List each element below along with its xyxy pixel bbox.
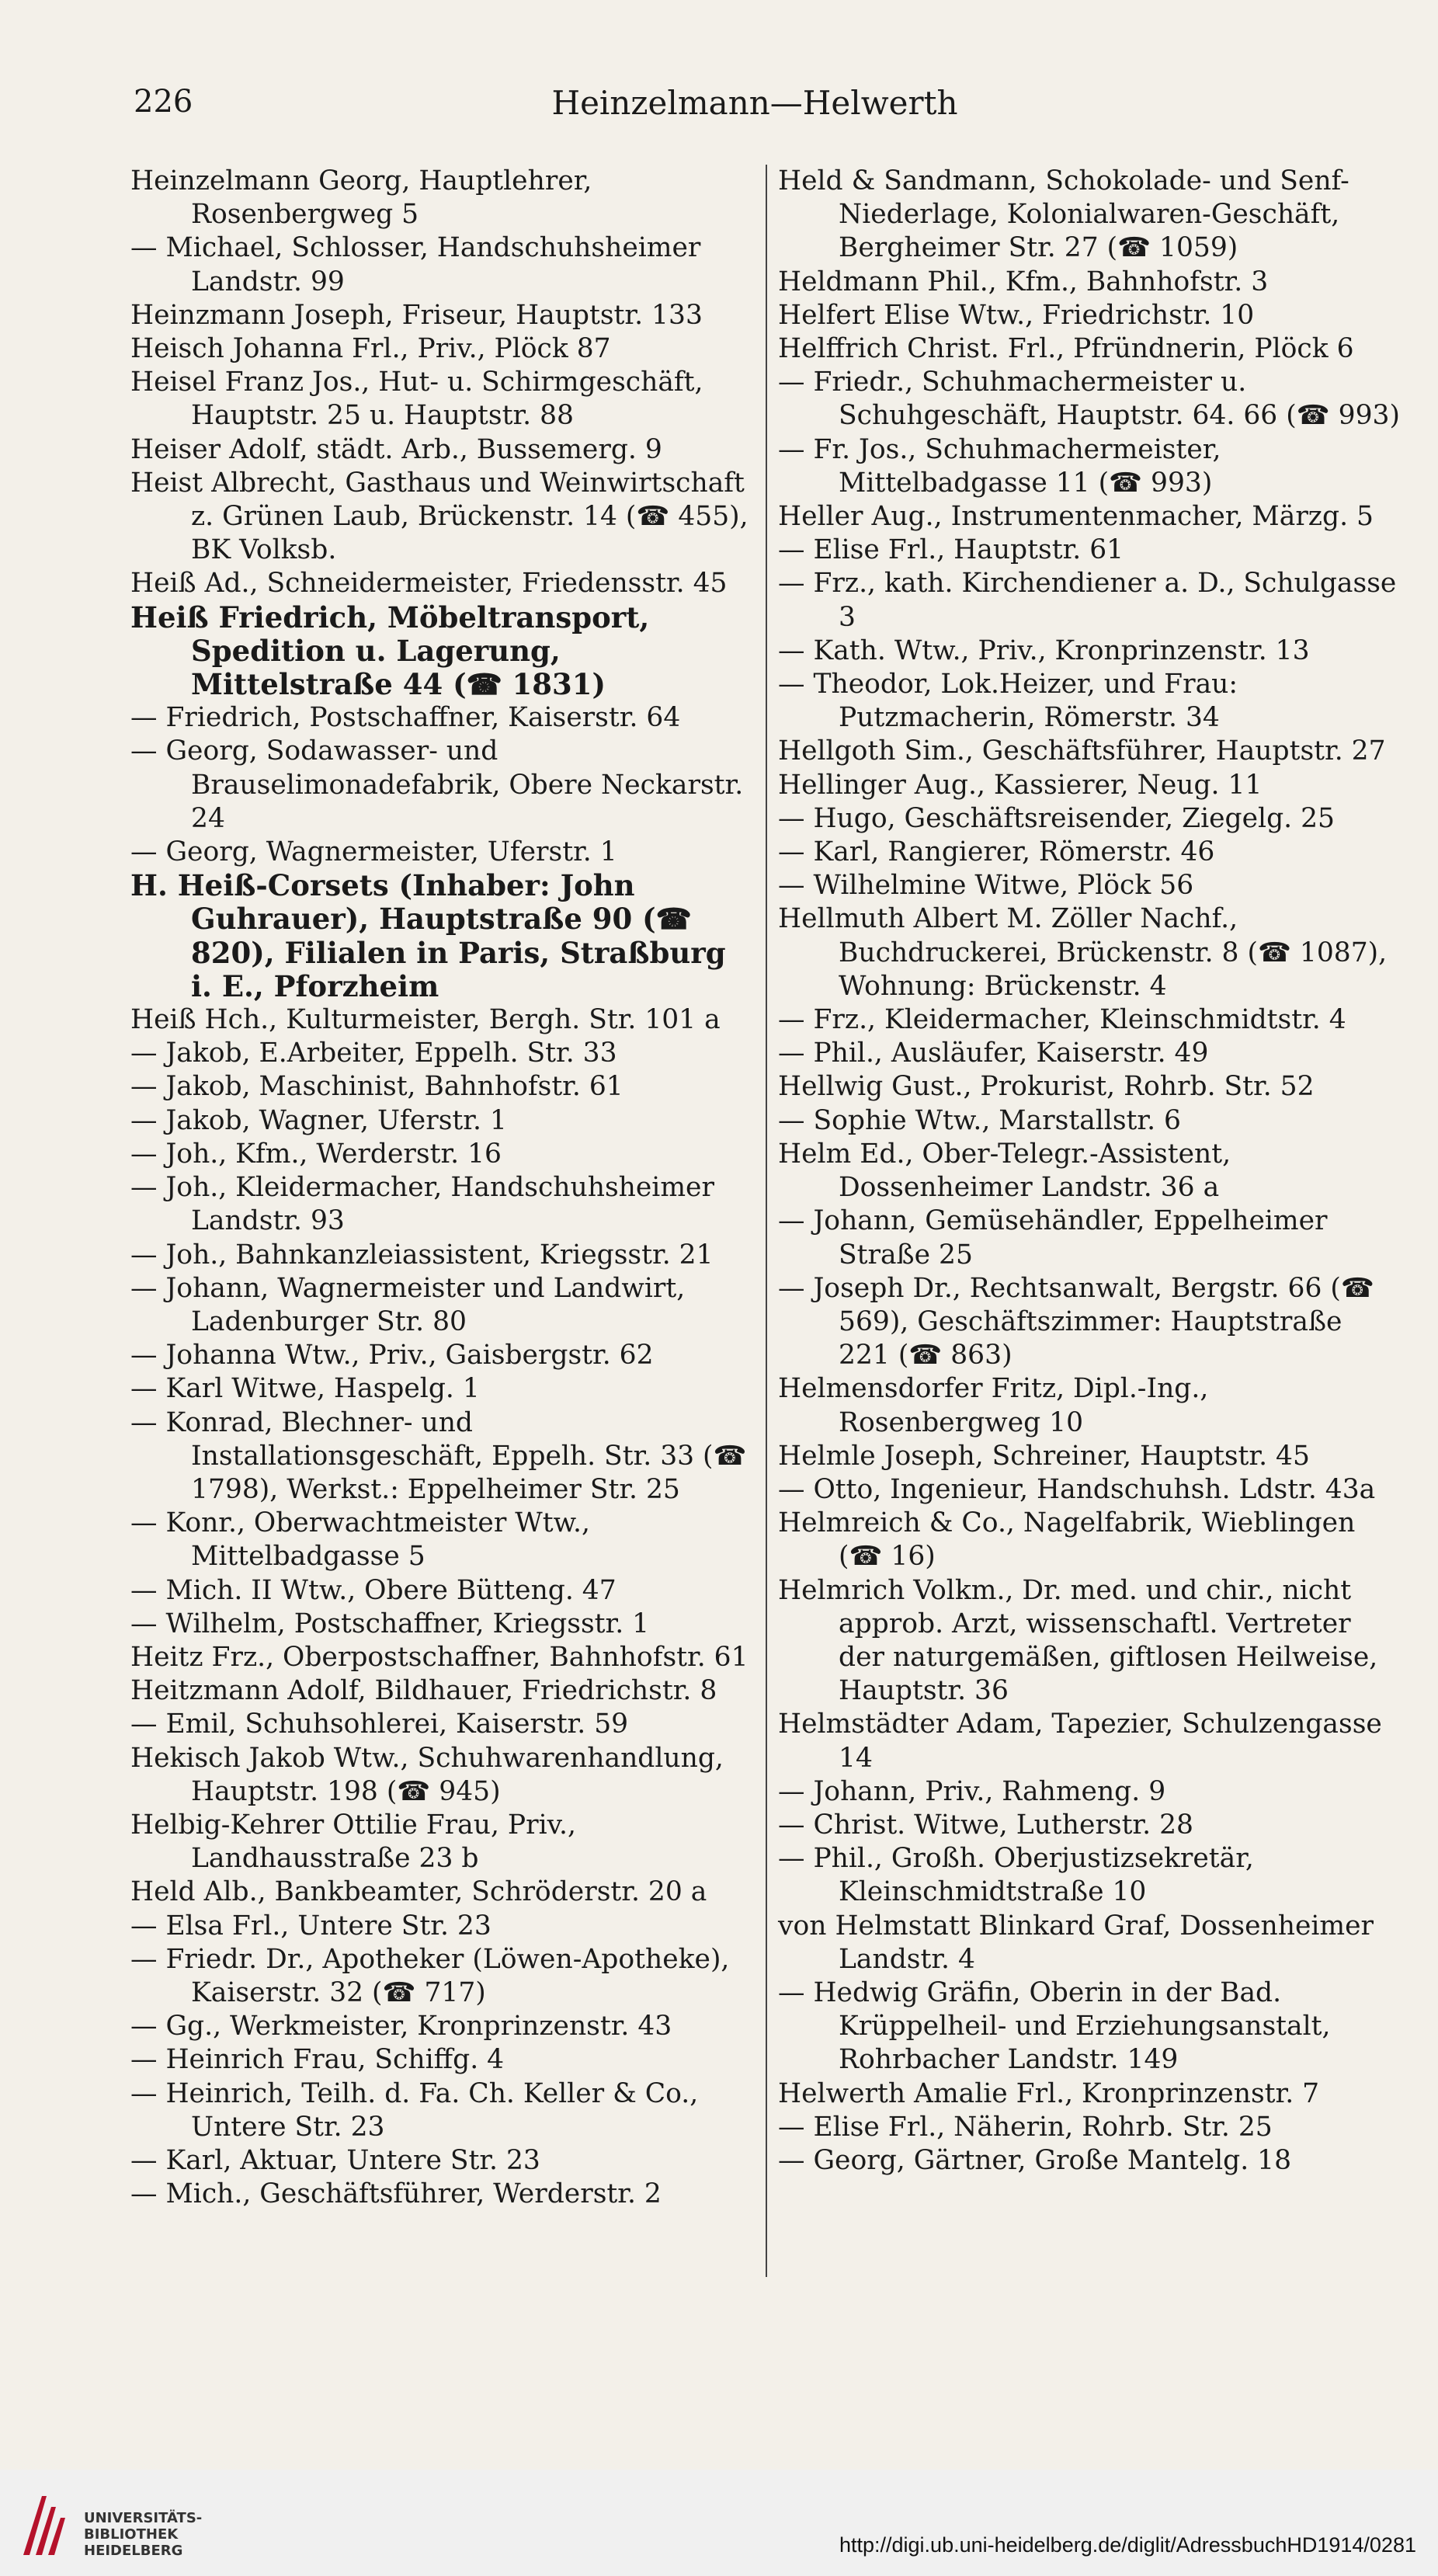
directory-entry: — Elsa Frl., Untere Str. 23: [130, 1910, 491, 1942]
directory-entry: — Michael, Schlosser, Handschuhsheimer Landstr. 99: [130, 232, 701, 297]
directory-entry: Hellwig Gust., Prokurist, Rohrb. Str. 52: [778, 1071, 1315, 1103]
directory-entry: Heiß Friedrich, Möbeltransport, Spedition u. Lagerung, Mittelstraße 44 (☎ 1831): [130, 600, 650, 702]
source-url-link[interactable]: http://digi.ub.uni-heidelberg.de/diglit/AdressbuchHD1914/0281: [839, 2533, 1416, 2557]
library-name: [84, 2510, 202, 2559]
directory-entry: — Frz., Kleidermacher, Kleinschmidtstr. 4: [778, 1004, 1346, 1036]
directory-entry: Heiß Hch., Kulturmeister, Bergh. Str. 101 a: [130, 1004, 721, 1036]
directory-entry: Helffrich Christ. Frl., Pfründnerin, Plöck 6: [778, 333, 1354, 365]
directory-entry: — Joh., Kfm., Werderstr. 16: [130, 1138, 502, 1170]
directory-entry: Heinzmann Joseph, Friseur, Hauptstr. 133: [130, 299, 703, 331]
directory-entry: — Konr., Oberwachtmeister Wtw., Mittelbadgasse 5: [130, 1507, 590, 1573]
directory-entry: Heinzelmann Georg, Hauptlehrer, Rosenbergweg 5: [130, 165, 592, 231]
directory-entry: — Elise Frl., Hauptstr. 61: [778, 534, 1124, 566]
directory-entry: Held & Sandmann, Schokolade- und Senf-Niederlage, Kolonialwaren-Geschäft, Bergheimer Str. 27 (☎ 1059): [778, 165, 1349, 264]
directory-entry: Heiser Adolf, städt. Arb., Bussemerg. 9: [130, 433, 662, 465]
footer-bar: [0, 2470, 1438, 2576]
directory-entry: Heldmann Phil., Kfm., Bahnhofstr. 3: [778, 266, 1269, 297]
directory-entry: — Konrad, Blechner- und Installationsgeschäft, Eppelh. Str. 33 (☎ 1798), Werkst.: Eppelheimer Str. 25: [130, 1406, 747, 1505]
directory-entry: — Johanna Wtw., Priv., Gaisbergstr. 62: [130, 1340, 654, 1371]
directory-entry: — Karl, Rangierer, Römerstr. 46: [778, 836, 1215, 868]
directory-entry: — Johann, Priv., Rahmeng. 9: [778, 1775, 1166, 1807]
column-divider: [766, 165, 767, 2277]
directory-entry: — Georg, Wagnermeister, Uferstr. 1: [130, 836, 617, 868]
page-number: 226: [134, 84, 193, 120]
directory-entry: — Friedrich, Postschaffner, Kaiserstr. 64: [130, 702, 681, 734]
directory-entry: Hekisch Jakob Wtw., Schuhwarenhandlung, Hauptstr. 198 (☎ 945): [130, 1742, 724, 1807]
directory-entry: H. Heiß-Corsets (Inhaber: John Guhrauer), Hauptstraße 90 (☎ 820), Filialen in Paris, Straßburg i. E., Pforzheim: [130, 868, 726, 1003]
directory-entry: — Georg, Gärtner, Große Mantelg. 18: [778, 2144, 1292, 2176]
directory-entry: — Mich. II Wtw., Obere Bütteng. 47: [130, 1574, 617, 1606]
directory-entry: — Wilhelm, Postschaffner, Kriegsstr. 1: [130, 1608, 650, 1639]
directory-entry: — Christ. Witwe, Lutherstr. 28: [778, 1809, 1193, 1841]
directory-entry: — Kath. Wtw., Priv., Kronprinzenstr. 13: [778, 634, 1310, 666]
directory-entry: — Phil., Ausläufer, Kaiserstr. 49: [778, 1038, 1209, 1069]
directory-entry: — Friedr., Schuhmachermeister u. Schuhgeschäft, Hauptstr. 64. 66 (☎ 993): [778, 367, 1400, 432]
directory-entry: Hellinger Aug., Kassierer, Neug. 11: [778, 769, 1263, 801]
directory-entry: Heist Albrecht, Gasthaus und Weinwirtschaft z. Grünen Laub, Brückenstr. 14 (☎ 455), BK Volksb.: [130, 467, 749, 566]
directory-entry: — Wilhelmine Witwe, Plöck 56: [778, 870, 1194, 902]
directory-entry: — Elise Frl., Näherin, Rohrb. Str. 25: [778, 2111, 1273, 2143]
directory-entry: Hellmuth Albert M. Zöller Nachf., Buchdruckerei, Brückenstr. 8 (☎ 1087), Wohnung: Brückenstr. 4: [778, 903, 1388, 1002]
directory-entry: — Karl, Aktuar, Untere Str. 23: [130, 2144, 540, 2176]
directory-entry: — Karl Witwe, Haspelg. 1: [130, 1373, 480, 1405]
page-header: [134, 84, 1376, 130]
left-column: [130, 165, 752, 2211]
directory-entry: Heiß Ad., Schneidermeister, Friedensstr. 45: [130, 568, 728, 600]
directory-entry: — Theodor, Lok.Heizer, und Frau: Putzmacherin, Römerstr. 34: [778, 669, 1238, 734]
directory-entry: — Hugo, Geschäftsreisender, Ziegelg. 25: [778, 802, 1335, 834]
right-column: [778, 165, 1401, 2178]
directory-entry: — Sophie Wtw., Marstallstr. 6: [778, 1104, 1181, 1136]
directory-entry: — Joh., Kleidermacher, Handschuhsheimer Landstr. 93: [130, 1172, 714, 1237]
directory-entry: Heller Aug., Instrumentenmacher, Märzg. 5: [778, 501, 1374, 533]
directory-entry: — Joseph Dr., Rechtsanwalt, Bergstr. 66 (☎ 569), Geschäftszimmer: Hauptstraße 221 (☎ 863): [778, 1272, 1374, 1371]
directory-entry: Heitz Frz., Oberpostschaffner, Bahnhofstr. 61: [130, 1641, 749, 1673]
directory-entry: Held Alb., Bankbeamter, Schröderstr. 20 a: [130, 1876, 707, 1908]
directory-entry: Hellgoth Sim., Geschäftsführer, Hauptstr. 27: [778, 735, 1386, 767]
directory-entry: — Phil., Großh. Oberjustizsekretär, Kleinschmidtstraße 10: [778, 1843, 1254, 1908]
directory-entry: Helmrich Volkm., Dr. med. und chir., nicht approb. Arzt, wissenschaftl. Vertreter der naturgemäßen, giftlosen Heilweise, Hauptstr. 36: [778, 1574, 1378, 1707]
directory-entry: — Heinrich Frau, Schiffg. 4: [130, 2044, 505, 2076]
directory-entry: Helmstädter Adam, Tapezier, Schulzengasse 14: [778, 1709, 1382, 1774]
directory-entry: — Johann, Gemüsehändler, Eppelheimer Straße 25: [778, 1205, 1328, 1271]
directory-entry: — Johann, Wagnermeister und Landwirt, Ladenburger Str. 80: [130, 1272, 686, 1337]
directory-entry: Heitzmann Adolf, Bildhauer, Friedrichstr. 8: [130, 1675, 717, 1707]
library-line: UNIVERSITÄTS-: [84, 2510, 203, 2526]
directory-entry: — Emil, Schuhsohlerei, Kaiserstr. 59: [130, 1709, 629, 1740]
directory-entry: Heisel Franz Jos., Hut- u. Schirmgeschäft, Hauptstr. 25 u. Hauptstr. 88: [130, 367, 703, 432]
directory-entry: Helwerth Amalie Frl., Kronprinzenstr. 7: [778, 2077, 1320, 2109]
directory-entry: von Helmstatt Blinkard Graf, Dossenheimer Landstr. 4: [778, 1910, 1374, 1975]
directory-entry: — Frz., kath. Kirchendiener a. D., Schulgasse 3: [778, 568, 1397, 633]
library-line: BIBLIOTHEK: [84, 2526, 179, 2543]
directory-entry: — Hedwig Gräfin, Oberin in der Bad. Krüppelheil- und Erziehungsanstalt, Rohrbacher Landstr. 149: [778, 1976, 1331, 2076]
directory-entry: Helbig-Kehrer Ottilie Frau, Priv., Landhausstraße 23 b: [130, 1809, 576, 1875]
directory-entry: Helfert Elise Wtw., Friedrichstr. 10: [778, 299, 1255, 331]
directory-entry: Heisch Johanna Frl., Priv., Plöck 87: [130, 333, 611, 365]
directory-entry: Helmensdorfer Fritz, Dipl.-Ing., Rosenbergweg 10: [778, 1373, 1209, 1438]
directory-entry: Helmreich & Co., Nagelfabrik, Wieblingen (☎ 16): [778, 1507, 1356, 1573]
directory-entry: — Joh., Bahnkanzleiassistent, Kriegsstr. 21: [130, 1239, 714, 1271]
directory-entry: — Jakob, E.Arbeiter, Eppelh. Str. 33: [130, 1038, 617, 1069]
directory-entry: — Friedr. Dr., Apotheker (Löwen-Apotheke), Kaiserstr. 32 (☎ 717): [130, 1943, 730, 2008]
directory-entry: — Gg., Werkmeister, Kronprinzenstr. 43: [130, 2011, 672, 2042]
directory-entry: — Mich., Geschäftsführer, Werderstr. 2: [130, 2178, 662, 2210]
page-title: Heinzelmann—Helwerth: [551, 84, 958, 122]
directory-entry: — Fr. Jos., Schuhmachermeister, Mittelbadgasse 11 (☎ 993): [778, 433, 1221, 499]
directory-entry: — Jakob, Maschinist, Bahnhofstr. 61: [130, 1071, 623, 1103]
library-line: HEIDELBERG: [84, 2543, 183, 2559]
directory-entry: — Heinrich, Teilh. d. Fa. Ch. Keller & Co., Untere Str. 23: [130, 2077, 699, 2143]
directory-entry: — Otto, Ingenieur, Handschuhsh. Ldstr. 43a: [778, 1473, 1376, 1505]
university-library-logo-icon: [19, 2490, 75, 2560]
directory-entry: — Jakob, Wagner, Uferstr. 1: [130, 1104, 507, 1136]
directory-entry: Helmle Joseph, Schreiner, Hauptstr. 45: [778, 1440, 1310, 1472]
directory-entry: — Georg, Sodawasser- und Brauselimonadefabrik, Obere Neckarstr. 24: [130, 735, 744, 834]
directory-entry: Helm Ed., Ober-Telegr.-Assistent, Dossenheimer Landstr. 36 a: [778, 1138, 1231, 1204]
